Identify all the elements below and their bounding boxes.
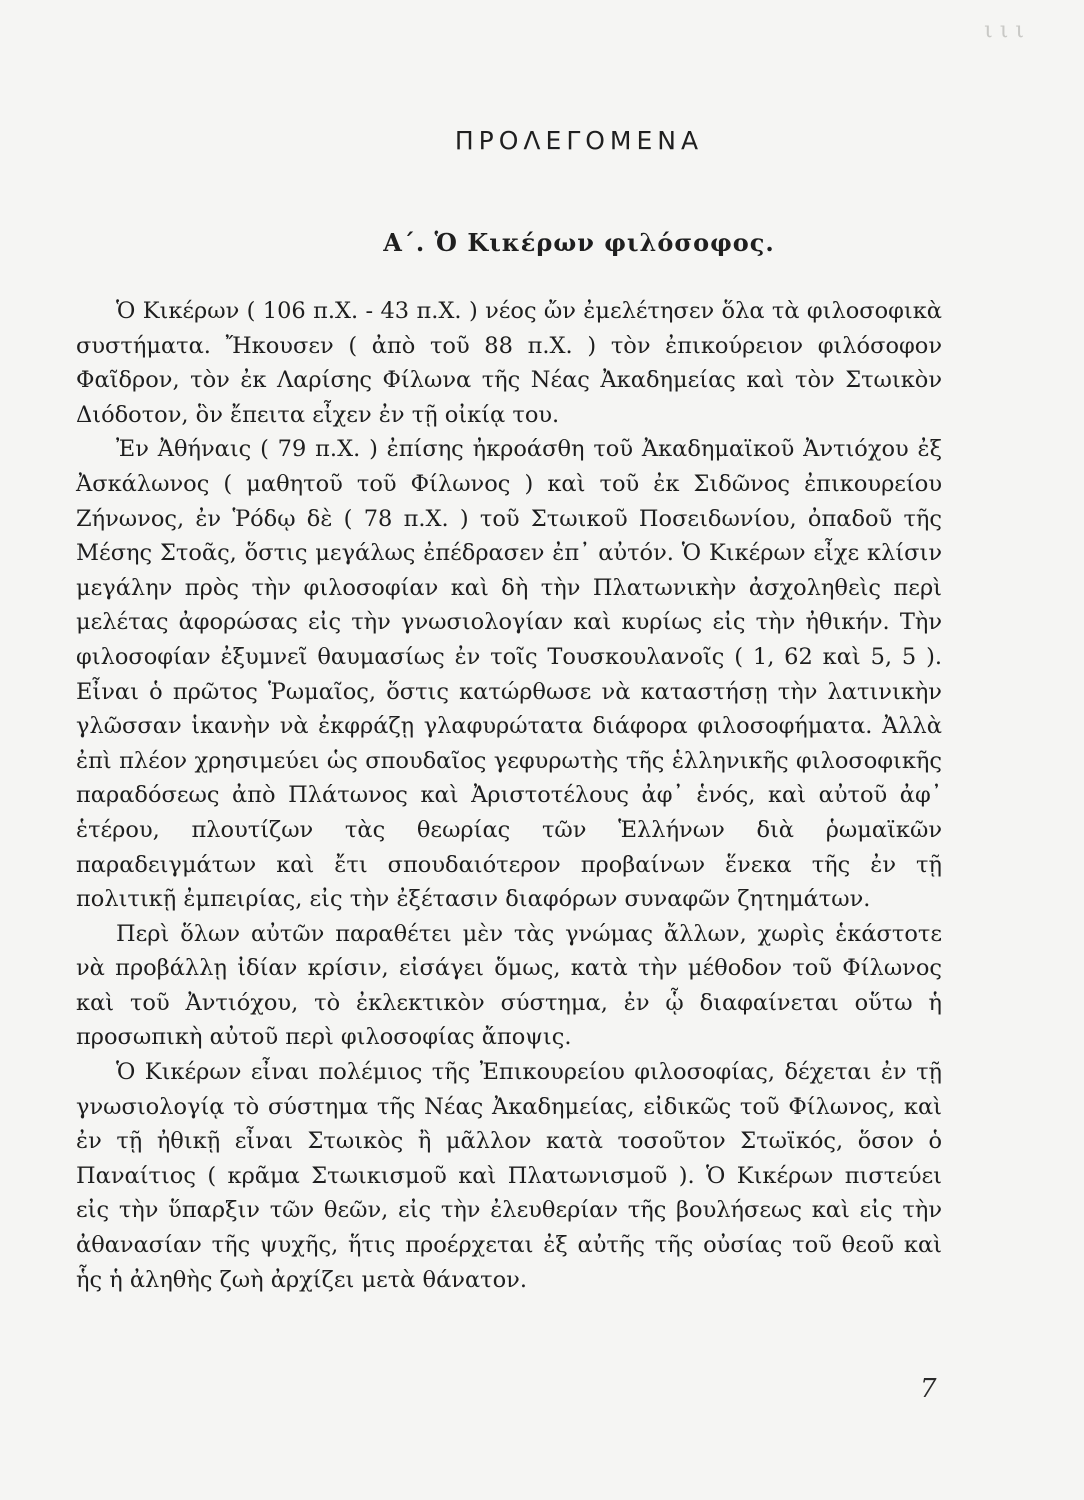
section-heading: ΠΡΟΛΕΓΟΜΕΝΑ [454,126,704,155]
body-text [76,294,942,1297]
paragraph: Ὁ Κικέρων εἶναι πολέμιος τῆς Ἐπικουρείου φιλοσοφίας, δέχεται ἐν τῇ γνωσιολογίᾳ τὸ σύστημα τῆς Νέας Ἀκαδημείας, εἰδικῶς τοῦ Φίλωνος, καὶ ἐν τῇ ἠθικῇ εἶναι Στωικὸς ἢ μᾶλλον κατὰ τοσοῦτον Στωϊκός, ὅσον ὁ Παναίτιος ( κρᾶμα Στωικισμοῦ καὶ Πλατωνισμοῦ ). Ὁ Κικέρων πιστεύει εἰς τὴν ὕπαρξιν τῶν θεῶν, εἰς τὴν ἐλευθερίαν τῆς βουλήσεως καὶ εἰς τὴν ἀθανασίαν τῆς ψυχῆς, ἥτις προέρχεται ἐξ αὐτῆς τῆς οὐσίας τοῦ θεοῦ καὶ ἧς ἡ ἀληθὴς ζωὴ ἀρχίζει μετὰ θάνατον. [76,1059,942,1293]
page-number: 7 [920,1374,937,1404]
paragraph: Περὶ ὅλων αὐτῶν παραθέτει μὲν τὰς γνώμας ἄλλων, χωρὶς ἑκάστοτε νὰ προβάλλῃ ἰδίαν κρίσιν, εἰσάγει ὅμως, κατὰ τὴν μέθοδον τοῦ Φίλωνος καὶ τοῦ Ἀντιόχου, τὸ ἐκλεκτικὸν σύστημα, ἐν ᾧ διαφαίνεται οὕτω ἡ προσωπικὴ αὐτοῦ περὶ φιλοσοφίας ἄποψις. [76,920,942,1051]
chapter-title: Α΄. Ὁ Κικέρων φιλόσοφος. [383,228,775,257]
paragraph: Ὁ Κικέρων ( 106 π.Χ. - 43 π.Χ. ) νέος ὤν ἐμελέτησεν ὅλα τὰ φιλοσοφικὰ συστήματα. Ἤκουσεν ( ἀπὸ τοῦ 88 π.Χ. ) τὸν ἐπικούρειον φιλόσοφον Φαῖδρον, τὸν ἐκ Λαρίσης Φίλωνα τῆς Νέας Ἀκαδημείας καὶ τὸν Στωικὸν Διόδοτον, ὃν ἔπειτα εἶχεν ἐν τῇ οἰκίᾳ του. [76,298,942,428]
page-top-mark: ι ι ι [984,18,1024,43]
paragraph: Ἐν Ἀθήναις ( 79 π.Χ. ) ἐπίσης ἠκροάσθη τοῦ Ἀκαδημαϊκοῦ Ἀντιόχου ἐξ Ἀσκάλωνος ( μαθητοῦ τοῦ Φίλωνος ) καὶ τοῦ ἐκ Σιδῶνος ἐπικουρείου Ζήνωνος, ἐν Ῥόδῳ δὲ ( 78 π.Χ. ) τοῦ Στωικοῦ Ποσειδωνίου, ὀπαδοῦ τῆς Μέσης Στοᾶς, ὅστις μεγάλως ἐπέδρασεν ἐπ᾽ αὐτόν. Ὁ Κικέρων εἶχε κλίσιν μεγάλην πρὸς τὴν φιλοσοφίαν καὶ δὴ τὴν Πλατωνικὴν ἀσχοληθεὶς περὶ μελέτας ἀφορώσας εἰς τὴν γνωσιολογίαν καὶ κυρίως εἰς τὴν ἠθικήν. Τὴν φιλοσοφίαν ἐξυμνεῖ θαυμασίως ἐν τοῖς Τουσκουλανοῖς ( 1, 62 καὶ 5, 5 ). Εἶναι ὁ πρῶτος Ῥωμαῖος, ὅστις κατώρθωσε νὰ καταστήσῃ τὴν λατινικὴν γλῶσσαν ἱκανὴν νὰ ἐκφράζῃ γλαφυρώτατα διάφορα φιλοσοφήματα. Ἀλλὰ ἐπὶ πλέον χρησιμεύει ὡς σπουδαῖος γεφυρωτὴς τῆς ἑλληνικῆς φιλοσοφικῆς παραδόσεως ἀπὸ Πλάτωνος καὶ Ἀριστοτέλους ἀφ᾽ ἑνός, καὶ αὐτοῦ ἀφ᾽ ἑτέρου, πλουτίζων τὰς θεωρίας τῶν Ἑλλήνων διὰ ῥωμαϊκῶν παραδειγμάτων καὶ ἔτι σπουδαιότερον προβαίνων ἕνεκα τῆς ἐν τῇ πολιτικῇ ἐμπειρίας, εἰς τὴν ἐξέτασιν διαφόρων συναφῶν ζητημάτων. [76,436,942,913]
